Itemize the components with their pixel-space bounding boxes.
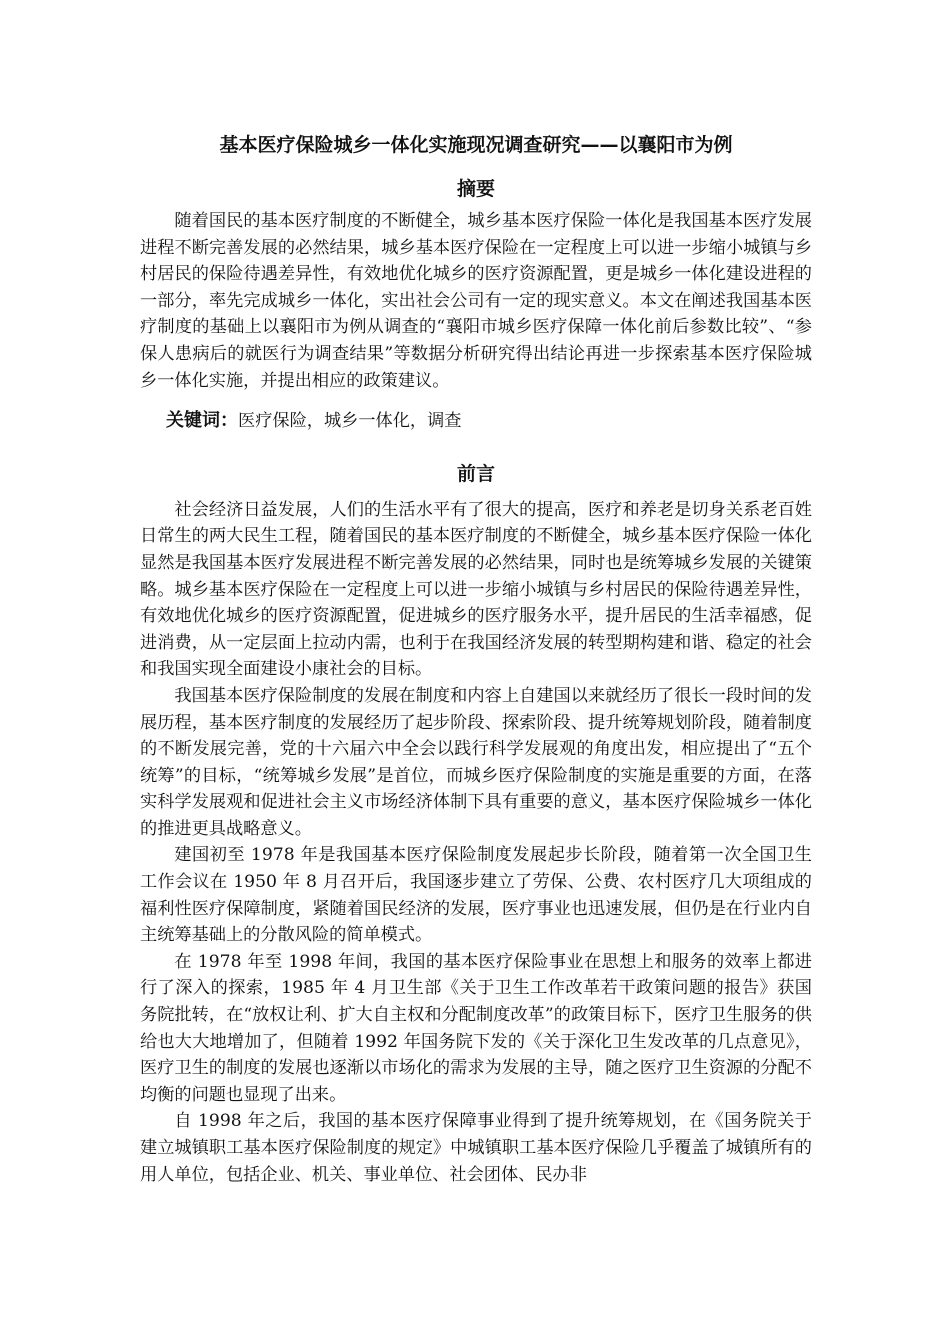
abstract-heading: 摘要 xyxy=(456,178,495,200)
keywords-text: 医疗保险，城乡一体化，调查 xyxy=(238,411,462,432)
keywords-label: 关键词： xyxy=(166,410,238,432)
keywords-line xyxy=(140,408,812,435)
body-paragraph: 我国基本医疗保险制度的发展在制度和内容上自建国以来就经历了很长一段时间的发展历程，基本医疗制度的发展经历了起步阶段、探索阶段、提升统筹规划阶段，随着制度的不断发展完善，党的十六届六中全会以践行科学发展观的角度出发，相应提出了“五个统筹”的目标，“统筹城乡发展”是首位，而城乡医疗保险制度的实施是重要的方面，在落实科学发展观和促进社会主义市场经济体制下具有重要的意义，基本医疗保险城乡一体化的推进更具战略意义。 xyxy=(140,685,812,839)
body-paragraph: 社会经济日益发展，人们的生活水平有了很大的提高，医疗和养老是切身关系老百姓日常生的两大民生工程，随着国民的基本医疗制度的不断健全，城乡基本医疗保险一体化显然是我国基本医疗发展进程不断完善发展的必然结果，同时也是统筹城乡发展的关键策略。城乡基本医疗保险在一定程度上可以进一步缩小城镇与乡村居民的保险待遇差异性，有效地优化城乡的医疗资源配置，促进城乡的医疗服务水平，提升居民的生活幸福感，促进消费，从一定层面上拉动内需，也利于在我国经济发展的转型期构建和谐、稳定的社会和我国实现全面建设小康社会的目标。 xyxy=(140,499,812,680)
body-paragraph: 建国初至 1978 年是我国基本医疗保险制度发展起步长阶段，随着第一次全国卫生工作会议在 1950 年 8 月召开后，我国逐步建立了劳保、公费、农村医疗几大项组成的福利性医疗保障制度，紧随着国民经济的发展，医疗事业也迅速发展，但仍是在行业内自主统筹基础上的分散风险的简单模式。 xyxy=(140,845,812,946)
body-paragraph: 在 1978 年至 1998 年间，我国的基本医疗保险事业在思想上和服务的效率上都进行了深入的探索，1985 年 4 月卫生部《关于卫生工作改革若干政策问题的报告》获国务院批转，在“放权让利、扩大自主权和分配制度改革”的政策目标下，医疗卫生服务的供给也大大地增加了，但随着 1992 年国务院下发的《关于深化卫生发改革的几点意见》，医疗卫生的制度的发展也逐渐以市场化的需求为发展的主导，随之医疗卫生资源的分配不均衡的问题也显现了出来。 xyxy=(140,951,812,1105)
body-paragraph: 自 1998 年之后，我国的基本医疗保障事业得到了提升统筹规划，在《国务院关于建立城镇职工基本医疗保险制度的规定》中城镇职工基本医疗保险几乎覆盖了城镇所有的用人单位，包括企业、机关、事业单位、社会团体、民办非 xyxy=(140,1111,812,1185)
document-title: 基本医疗保险城乡一体化实施现况调查研究——以襄阳市为例 xyxy=(219,134,733,156)
preface-heading: 前言 xyxy=(456,462,495,485)
document-body xyxy=(140,120,812,1188)
abstract-paragraph: 随着国民的基本医疗制度的不断健全，城乡基本医疗保险一体化是我国基本医疗发展进程不断完善发展的必然结果，城乡基本医疗保险在一定程度上可以进一步缩小城镇与乡村居民的保险待遇差异性，有效地优化城乡的医疗资源配置，更是城乡一体化建设进程的一部分，率先完成城乡一体化，实出社会公司有一定的现实意义。本文在阐述我国基本医疗制度的基础上以襄阳市为例从调查的“襄阳市城乡医疗保障一体化前后参数比较”、“参保人患病后的就医行为调查结果”等数据分析研究得出结论再进一步探索基本医疗保险城乡一体化实施，并提出相应的政策建议。 xyxy=(140,211,812,391)
